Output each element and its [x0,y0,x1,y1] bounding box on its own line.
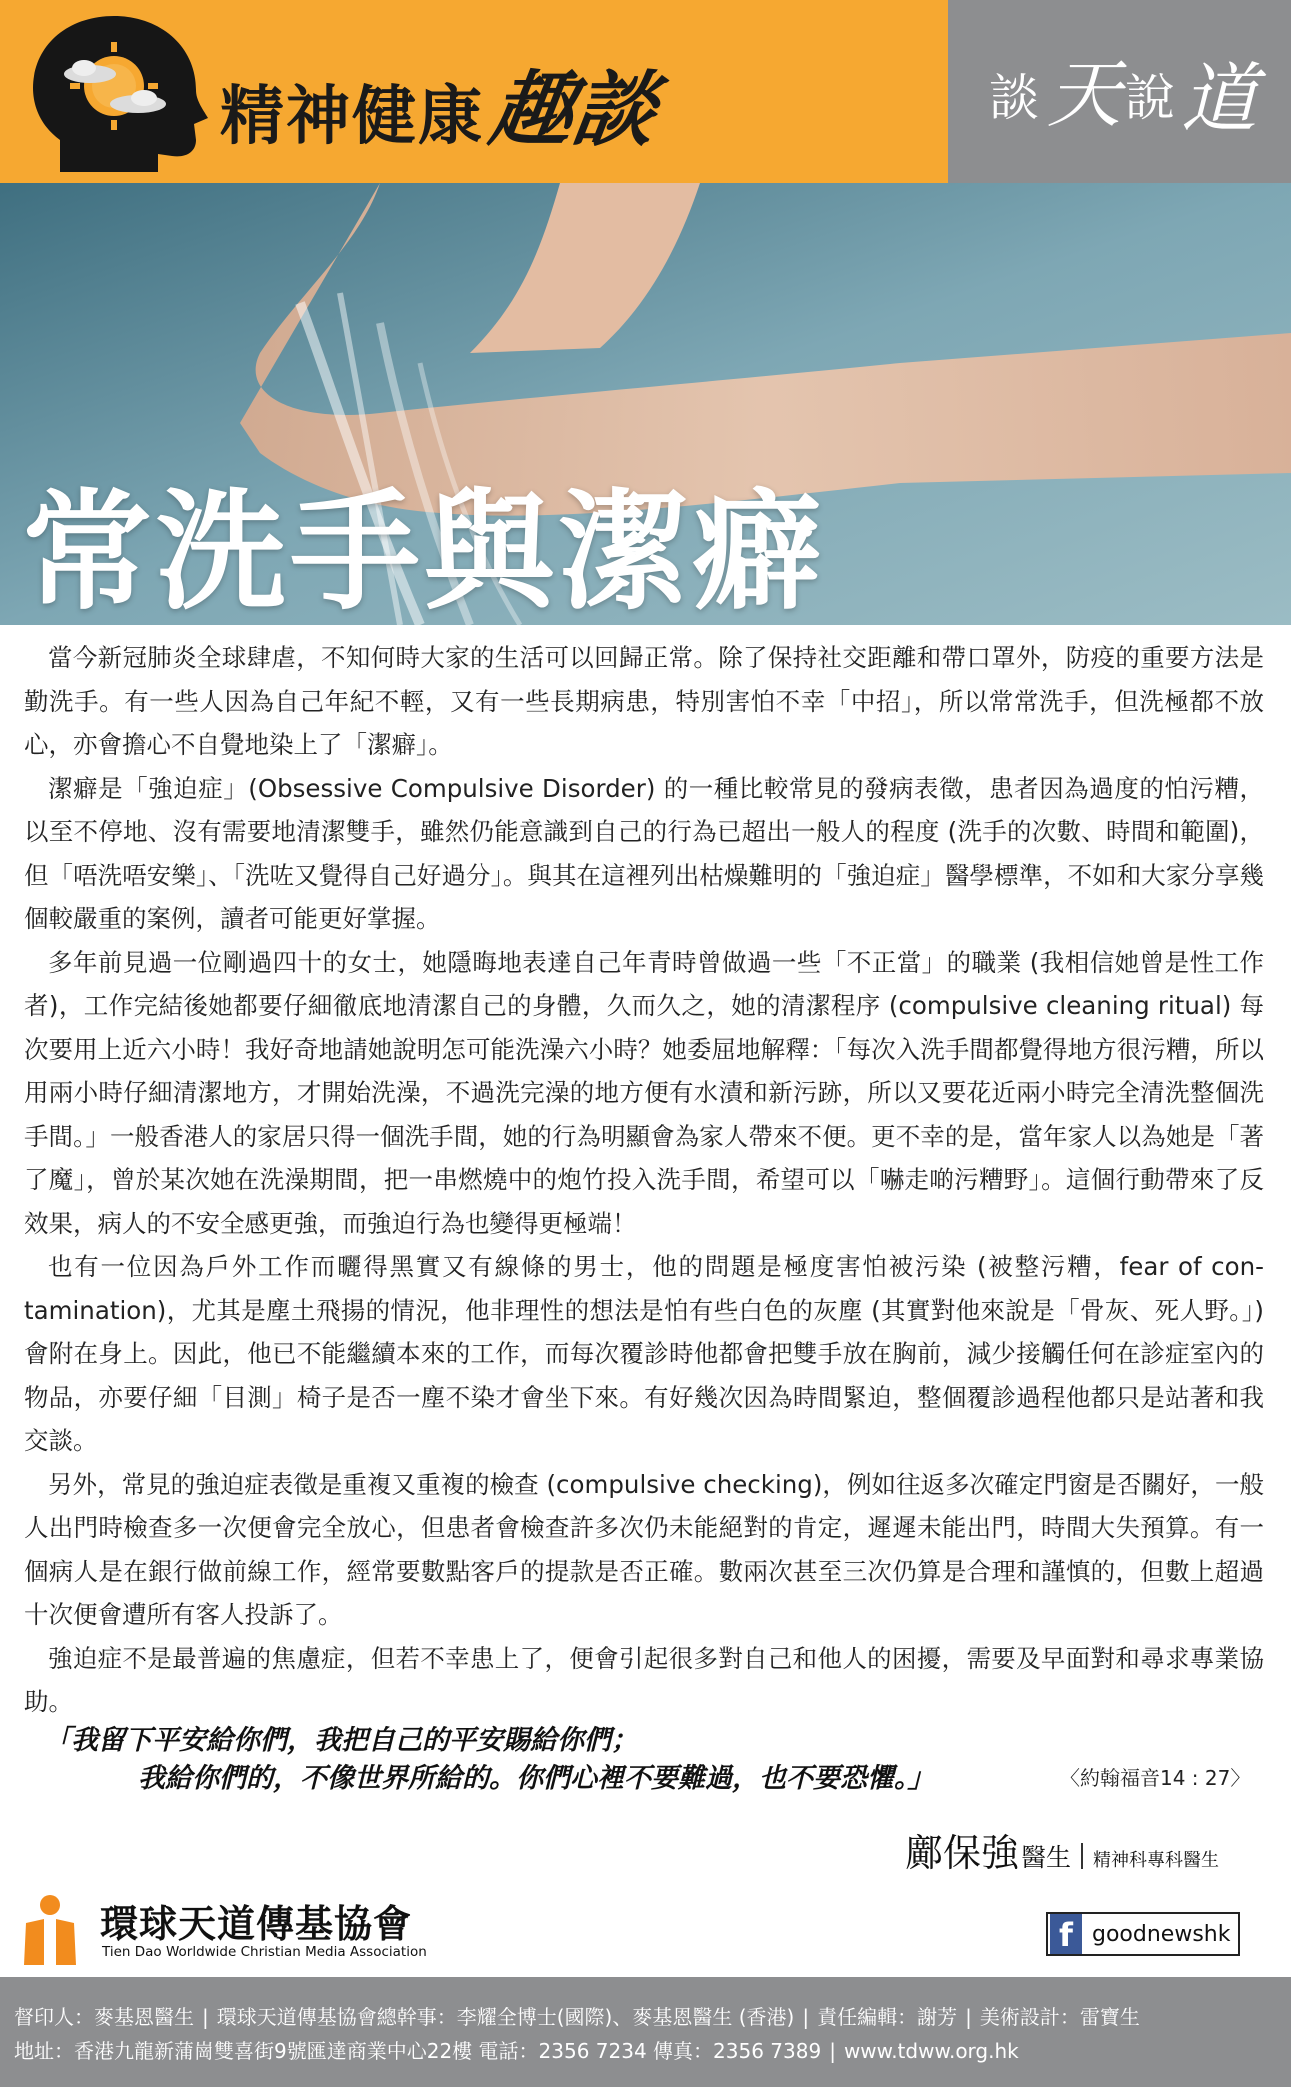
paragraph: 潔癖是「強迫症」(Obsessive Compulsive Disorder) 的一種比較常見的發病表徵，患者因為過度的怕污糟，以至不停地、沒有需要地清潔雙手，雖然仍能意識到自己的行為已超出一般人的程度 (洗手的次數、時間和範圍)，但「唔洗唔安樂」、「洗咗又覺得自己好過分」。與其在這裡列出枯燥難明的「強迫症」醫學標準，不如和大家分享幾個較嚴重的案例，讀者可能更好掌握。 [24,773,1264,933]
facebook-icon: f [1050,1914,1082,1954]
credits-line [14,2001,1140,2030]
divider: | [965,2005,972,2029]
series-char-1: 談 [989,69,1039,127]
quote-reference: 〈約翰福音14 : 27〉 [1060,1766,1251,1790]
paragraph: 強迫症不是最普遍的焦慮症，但若不幸患上了，便會引起很多對自己和他人的困擾，需要及早面對和尋求專業協助。 [24,1643,1264,1716]
divider: | [802,2005,810,2029]
editor: 責任編輯：謝芳 [817,2005,958,2029]
series-char-4: 道 [1181,54,1257,143]
divider [1081,1843,1083,1869]
article-title: 常洗手與潔癖 [22,476,827,625]
paragraph: 也有一位因為戶外工作而曬得黑實又有線條的男士，他的問題是極度害怕被污染 (被整污糟，fear of con-tamination)，尤其是塵土飛揚的情況，他非理性的想法是怕有些白色的灰塵 (其實對他來說是「骨灰、死人野。」) 會附在身上。因此，他已不能繼續本來的工作，而每次覆診時他都會把雙手放在胸前，減少接觸任何在診症室內的物品，亦要仔細「目測」椅子是否一塵不染才會坐下來。有好幾次因為時間緊迫，整個覆診過程他都只是站著和我交談。 [24,1252,1264,1455]
hero-image [0,183,1291,625]
series-char-3: 說 [1125,69,1175,127]
author-role: 精神科專科醫生 [1093,1850,1220,1871]
org-name: 環球天道傳基協會 [100,1902,413,1946]
column-title-main: 精神健康 [220,80,484,154]
column-title-emphasis: 趣談 [484,63,662,158]
page-header [0,0,1291,183]
org-english-name: Tien Dao Worldwide Christian Media Association [102,1944,427,1960]
author-name: 鄺保強 [905,1831,1020,1875]
article-body [24,636,1264,1724]
paragraph: 當今新冠肺炎全球肆虐，不知何時大家的生活可以回歸正常。除了保持社交距離和帶口罩外，防疫的重要方法是勤洗手。有一些人因為自己年紀不輕，又有一些長期病患，特別害怕不幸「中招」，所以常常洗手，但洗極都不放心，亦會擔心不自覺地染上了「潔癖」。 [24,643,1264,759]
divider: | [829,2039,836,2063]
address-phone-fax: 地址：香港九龍新蒲崗雙喜街9號匯達商業中心22樓 電話：2356 7234 傳真：2356 7389 [14,2039,822,2063]
facebook-link[interactable] [1046,1912,1240,1956]
column-title [220,45,662,158]
head-silhouette-icon [20,12,210,177]
contact-line [14,2035,1019,2064]
divider: | [202,2005,209,2029]
paragraph: 另外，常見的強迫症表徵是重複又重複的檢查 (compulsive checking)，例如往返多次確定門窗是否關好，一般人出門時檢查多一次便會完全放心，但患者會檢查許多次仍未能絕對的肯定，遲遲未能出門，時間大失預算。有一個病人是在銀行做前線工作，經常要數點客戶的提款是否正確。數兩次甚至三次仍算是合理和謹慎的，但數上超過十次便會遭所有客人投訴了。 [24,1469,1264,1629]
art-designer: 美術設計：雷寶生 [979,2005,1140,2029]
series-title [985,40,1275,150]
series-char-2: 天 [1047,52,1121,138]
publisher: 督印人：麥基恩醫生 [14,2005,194,2029]
quote-line-2: 我給你們的，不像世界所給的。你們心裡不要難過，也不要恐懼。」 [138,1763,935,1794]
column-banner [0,0,948,183]
paragraph: 多年前見過一位剛過四十的女士，她隱晦地表達自己年青時曾做過一些「不正當」的職業 (我相信她曾是性工作者)，工作完結後她都要仔細徹底地清潔自己的身體，久而久之，她的清潔程序 (compulsive cleaning ritual) 每次要用上近六小時！我好奇地請她說明怎可能洗澡六小時？她委屈地解釋：「每次入洗手間都覺得地方很污糟，所以用兩小時仔細清潔地方，才開始洗澡，不過洗完澡的地方便有水漬和新污跡，所以又要花近兩小時完全清洗整個洗手間。」一般香港人的家居只得一個洗手間，她的行為明顯會為家人帶來不便。更不幸的是，當年家人以為她是「著了魔」，曾於某次她在洗澡期間，把一串燃燒中的炮竹投入洗手間，希望可以「嚇走啲污糟野」。這個行動帶來了反效果，病人的不安全感更強，而強迫行為也變得更極端！ [24,947,1264,1238]
quote-line-1: 「我留下平安給你們，我把自己的平安賜給你們； [44,1725,638,1756]
author-byline [905,1822,1219,1877]
author-suffix: 醫生 [1021,1843,1072,1872]
executive-director: 環球天道傳基協會總幹事：李耀全博士(國際)、麥基恩醫生 (香港) [216,2005,795,2029]
page-footer [0,1977,1291,2087]
org-logo-icon [20,1893,80,1965]
facebook-handle: goodnewshk [1092,1921,1231,1947]
org-logo [20,1893,440,1968]
website-link[interactable]: www.tdww.org.hk [843,2039,1019,2063]
